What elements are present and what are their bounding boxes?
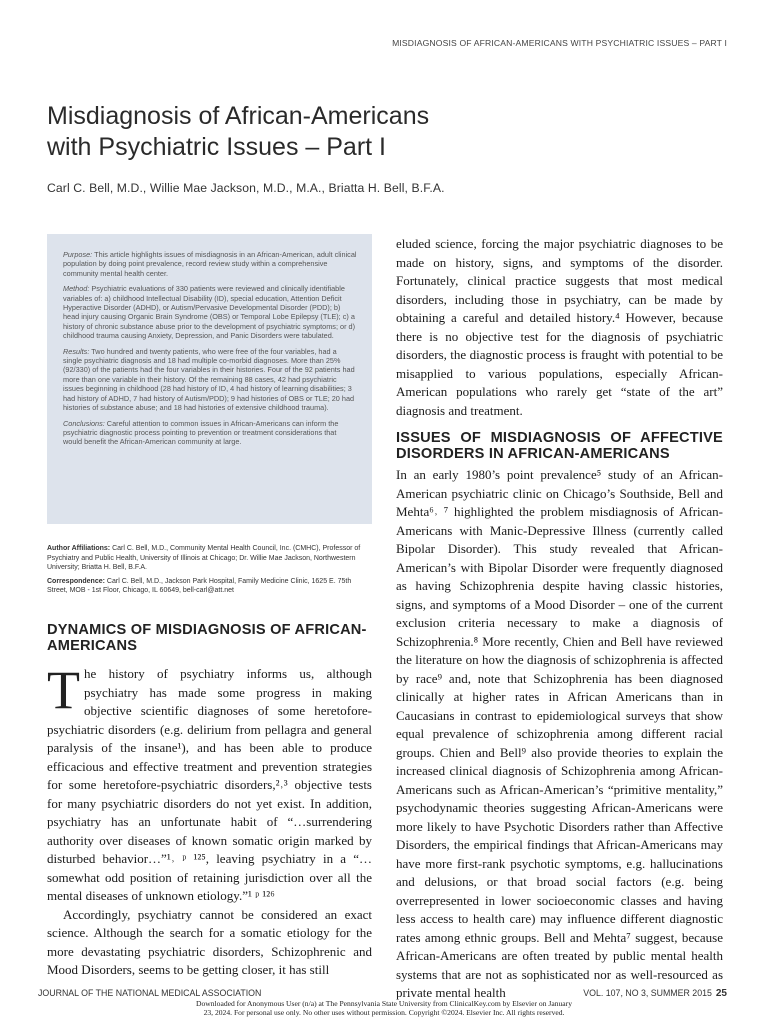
conclusions-label: Conclusions: [63,418,105,428]
method-label: Method: [63,284,90,294]
section-heading-affective: ISSUES OF MISDIAGNOSIS OF AFFECTIVE DISORDERS IN AFRICAN-AMERICANS [396,430,723,462]
section-heading-dynamics: DYNAMICS OF MISDIAGNOSIS OF AFRICAN-AMERICANS [47,622,367,654]
left-paragraph-1 [47,660,372,906]
correspondence-paragraph [47,577,372,596]
abstract-method [63,284,357,340]
download-line-1: Downloaded for Anonymous User (n/a) at The Pennsylvania State University from ClinicalKey.com by Elsevier on January [195,999,573,1008]
left-column-body [47,660,372,980]
conclusions-text: Careful attention to common issues in African-Americans can inform the psychiatric diagnostic process pointing to prevention or treatment considerations that would benefit the African-American community at large. [63,418,339,447]
right-column-body [396,235,723,1003]
abstract-results [63,347,357,413]
download-notice [0,999,768,1017]
author-list: Carl C. Bell, M.D., Willie Mae Jackson, M.D., M.A., Briatta H. Bell, B.F.A. [47,181,445,195]
abstract-box [47,234,372,524]
affiliations-label: Author Affiliations: [47,545,111,552]
left-paragraph-2: Accordingly, psychiatry cannot be considered an exact science. Although the search for a somatic etiology for the more devastating psychiatric disorders, Schizophrenic and Mood Disorders, seems to be getting closer, it has still [47,906,372,977]
running-head: MISDIAGNOSIS OF AFRICAN-AMERICANS WITH PSYCHIATRIC ISSUES – PART I [392,38,727,48]
results-text: Two hundred and twenty patients, who were free of the four variables, had a single psychiatric diagnosis and 18 had multiple co-morbid diagnoses. More than 25% (92/330) of the patients had the four variables in their histories. Four of the 92 patients had more than one variable in their history. Of the remaining 88 cases, 42 had psychiatric issues beginning in childhood (28 had history of ID, 4 had history of learning disabilities; 3 had history of ADHD, 7 had history of Autism/PDD); 9 had histories of OBS or TLE; 20 had histories of substance abuse; and 18 had histories of extensive childhood trauma). [63,346,355,413]
abstract-conclusions [63,419,357,447]
left-paragraph-1-text: he history of psychiatry informs us, although psychiatry has made some progress in making objective scientific diagnoses of some heretofore-psychiatric disorders (e.g. delirium from pellagra and general paralysis of the insane¹), and has been able to produce efficacious and effective treatment and prevention strategies for some heretofore-psychiatric disorders,²˒³ objective tests for many psychiatric disorders do not yet exist. In addition, psychiatry has an unfortunate habit of “…surrendering authority over diseases of known somatic origin marked by disturbed behavior…”¹˒ ᵖ ¹²⁵, leaving psychiatry in a “…somewhat odd position of retaining jurisdiction over all the mental diseases of unknown etiology.”¹ ᵖ ¹²⁶ [47,666,372,903]
title-line-1: Misdiagnosis of African-Americans [47,102,430,130]
drop-cap: T [47,660,80,720]
correspondence-text: Carl C. Bell, M.D., Jackson Park Hospital, Family Medicine Clinic, 1625 E. 75th Street, MOB - 1st Floor, Chicago, IL 60649, bell-carl@att.net [47,577,352,595]
correspondence-label: Correspondence: [47,577,105,585]
right-paragraph-1: eluded science, forcing the major psychiatric diagnoses to be made on history, signs, and symptoms of the disorder. Fortunately, clinical practice suggests that most medical disorders, including those in psychiatry, can be made by obtaining a careful and detailed history.⁴ However, because there is no objective test for the diagnosis of psychiatric disorders, the diagnostic process is fraught with potential to be misapplied to various populations, especially African-American populations who rarely get “state of the art” diagnosis and treatment. [396,236,723,418]
author-affiliations [47,544,372,600]
purpose-label: Purpose: [63,250,93,259]
affiliations-paragraph [47,544,372,573]
journal-name: JOURNAL OF THE NATIONAL MEDICAL ASSOCIATION [38,988,262,998]
right-paragraph-2: In an early 1980’s point prevalence⁵ study of an African-American psychiatric clinic on Chicago’s Southside, Bell and Mehta⁶˒ ⁷ highlighted the problem misdiagnosis of African-Americans with Manic-Depressive Illness (currently called Bipolar Disorder). This study revealed that African-American’s with Bipolar Disorder were frequently diagnosed as having Schizophrenia despite having classic histories, signs, and symptoms of a Mood Disorder – one of the current exclusion criteria necessary to make a diagnosis of Schizophrenia.⁸ More recently, Chien and Bell have reviewed the literature on how the diagnosis of schizophrenia is affected by race⁹ and, note that Schizophrenia has been diagnosed clinically at higher rates in African Americans than in Caucasians in contrast to epidemiological surveys that show equal prevalence of schizophrenia among different racial groups. Chien and Bell⁹ also provide theories to explain the increased clinical diagnosis of Schizophrenia among African-Americans such as African-American’s “primitive mentality,” psychodynamic theories suggesting African-Americans were more likely to have Psychotic Disorders rather than Affective Disorders, the empirical findings that African-Americans may have more first-rank psychotic symptoms, e.g. hallucinations and delusions, or that broad social factors (e.g. being overrepresented in lower socioeconomic classes and having less access to health care) may influence different diagnostic rates among ethnic groups. Bell and Mehta⁷ suggest, because African-Americans are often treated by public mental health systems that are not as sophisticated nor as well-resourced as private mental health [396,467,723,1000]
volume-text: VOL. 107, NO 3, SUMMER 2015 [583,988,712,998]
title-line-2: with Psychiatric Issues – Part I [47,133,387,161]
volume-info [583,988,727,999]
page-number: 25 [715,988,727,999]
purpose-text: This article highlights issues of misdiagnosis in an African-American, adult clinical population by doing point prevalence, record review study within a comprehensive community mental health center. [63,250,357,278]
affiliations-text: Carl C. Bell, M.D., Community Mental Health Council, Inc. (CMHC), Professor of Psychiatry and Public Health, University of Illinois at Chicago; Dr. Willie Mae Jackson, Northwestern University; Briatta H. Bell, B.F.A. [47,545,361,572]
abstract-purpose [63,250,357,278]
download-line-2: 23, 2024. For personal use only. No other uses without permission. Copyright ©2024. Elsevier Inc. All rights reserved. [203,1008,565,1017]
method-text: Psychiatric evaluations of 330 patients were reviewed and clinically identifiable variables of: a) childhood Intellectual Disability (ID), special education, Attention Deficit Hyperactive Disorder (ADHD), or Autism/Pervasive Developmental Disorder (PDD); b) head injury causing Organic Brain Syndrome (OBS) or Temporal Lobe Epilepsy (TLE); c) a history of chronic substance abuse prior to the development of psychiatric symptoms; or d) childhood trauma causing Anxiety, Depression, and Panic Disorders were tabulated. [63,284,356,341]
results-label: Results: [63,346,90,356]
article-title [47,101,607,163]
